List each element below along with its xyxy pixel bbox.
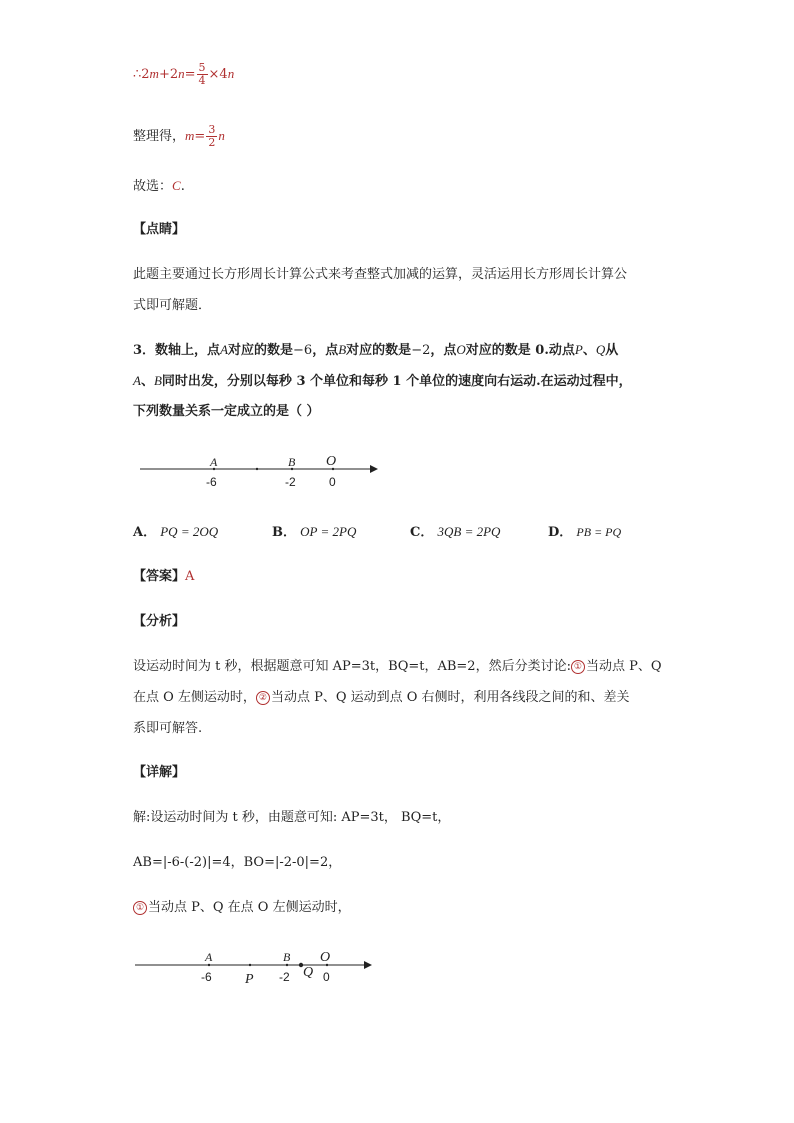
axis2-num-o: 0 [323,970,330,984]
axis2-label-b: B [283,950,291,964]
axis2-num-a: -6 [201,970,212,984]
question-line-2: A、B同时出发，分别以每秒 3 个单位和每秒 1 个单位的速度向右运动.在运动过程中， [133,373,632,389]
axis1-tick-mid [256,468,258,470]
option-b: B． OP = 2PQ [272,524,357,540]
axis2-label-q: Q [303,965,314,980]
dianjing-heading: 【点睛】 [133,222,186,237]
axis1-arrow [370,465,378,473]
fenxi-line-1: 设运动时间为 t 秒，根据题意可知 AP=3t，BQ=t，AB=2，然后分类讨论: ① 当动点 P、Q [133,659,662,674]
equation-line-1: ∴2m+2n= $\frac{5}{4}$ ×4n [133,61,235,87]
axis1-num-a: -6 [206,475,217,489]
question-line-1: 3．数轴上，点A对应的数是−6，点B对应的数是−2，点O对应的数是 0.动点P、Q从 [133,342,619,358]
xiangjie-line-1: 解:设运动时间为 t 秒，由题意可知: AP=3t， BQ=t， [133,810,451,825]
axis2-label-p: P [245,972,254,987]
axis1-num-b: -2 [285,475,296,489]
fenxi-heading: 【分析】 [133,614,186,629]
equation-line-2: 整理得，m= $\frac{3}{2}$ n [133,123,225,149]
fenxi-line-3: 系即可解答. [133,721,203,736]
axis2-label-a: A [205,950,213,964]
axis1-label-b: B [288,455,296,469]
answer-line: 【答案】A [133,569,195,584]
dianjing-line-2: 式即可解题． [133,298,212,313]
axis2-tick-a [208,964,210,966]
choice-line: 故选：C. [133,178,185,194]
option-d: D． PB = PQ [548,525,622,540]
axis1-label-o: O [326,454,337,469]
axis2-tick-b [286,964,288,966]
option-a: A． PQ = 2OQ [133,524,219,540]
xiangjie-heading: 【详解】 [133,765,186,780]
axis2-label-o: O [320,950,331,965]
xiangjie-line-3: ① 当动点 P、Q 在点 O 左侧运动时， [133,899,351,917]
fenxi-line-2: 在点 O 左侧运动时， ② 当动点 P、Q 运动到点 O 右侧时，利用各线段之间的和、差关 [133,690,630,705]
question-line-3: 下列数量关系一定成立的是（ ） [133,404,320,419]
axis2-tick-p [249,964,251,966]
xiangjie-line-2: AB=|-6-(-2)|=4，BO=|-2-0|=2， [133,855,342,870]
axis1-num-o: 0 [329,475,336,489]
axis2-num-b: -2 [279,970,290,984]
axis1-label-a: A [210,455,218,469]
dianjing-line-1: 此题主要通过长方形周长计算公式来考查整式加减的运算，灵活运用长方形周长计算公 [133,267,628,282]
axis2-arrow [364,961,372,969]
option-c: C． 3QB = 2PQ [410,524,501,540]
